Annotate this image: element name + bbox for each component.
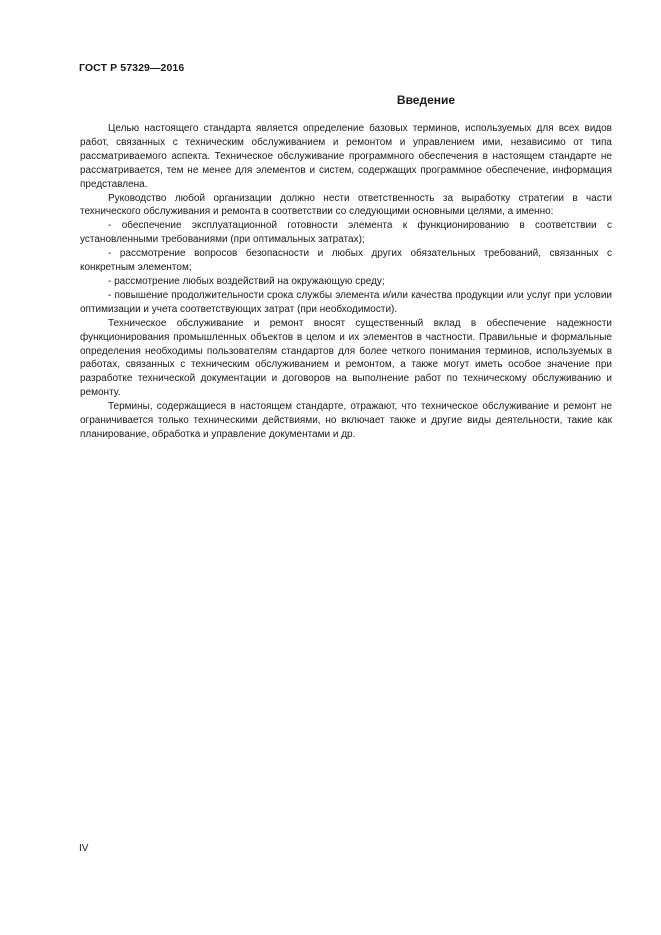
section-title-text: Введение	[396, 93, 456, 107]
list-item: - повышение продолжительности срока службы элемента и/или качества продукции или услуг при условии оптимизации и учета соответствующих затрат (при необходимости).	[80, 289, 612, 315]
document-body	[80, 122, 612, 442]
page-number: IV	[79, 843, 89, 854]
list-item: - обеспечение эксплуатационной готовности элемента к функционированию в соответствии с установленными требованиями (при оптимальных затратах);	[80, 220, 612, 246]
section-title	[80, 93, 612, 107]
paragraph-reliability: Техническое обслуживание и ремонт вносят существенный вклад в обеспечение надежности функционирования промышленных объектов в целом и их элементов в частности. Правильные и формальные определения необходимы пользователям стандартов для более четкого понимания терминов, используемых в работах, связанных с техническим обслуживанием и ремонтом, а также могут иметь особое значение при разработке технической документации и договоров на выполнение работ по техническому обслуживанию и ремонту.	[80, 317, 612, 399]
list-item: - рассмотрение вопросов безопасности и любых других обязательных требований, связанных с конкретным элементом;	[80, 248, 612, 274]
paragraph-purpose: Целью настоящего стандарта является определение базовых терминов, используемых для всех видов работ, связанных с техническим обслуживанием и ремонтом и управлением ими, независимо от типа рассматриваемого аспекта. Техническое обслуживание программного обеспечения в настоящем стандарте не рассматривается, тем не менее для элементов и систем, содержащих программное обеспечение, информация представлена.	[80, 123, 612, 190]
document-header: ГОСТ Р 57329—2016	[79, 62, 185, 74]
paragraph-terms: Термины, содержащиеся в настоящем стандарте, отражают, что техническое обслуживание и ремонт не ограничивается только техническими действиями, но включает также и другие виды деятельности, такие как планирование, обработка и управление документами и др.	[80, 401, 612, 440]
paragraph-management: Руководство любой организации должно нести ответственность за выработку стратегии в части технического обслуживания и ремонта в соответствии со следующими основными целями, а именно:	[80, 192, 612, 218]
list-item: - рассмотрение любых воздействий на окружающую среду;	[108, 275, 385, 287]
